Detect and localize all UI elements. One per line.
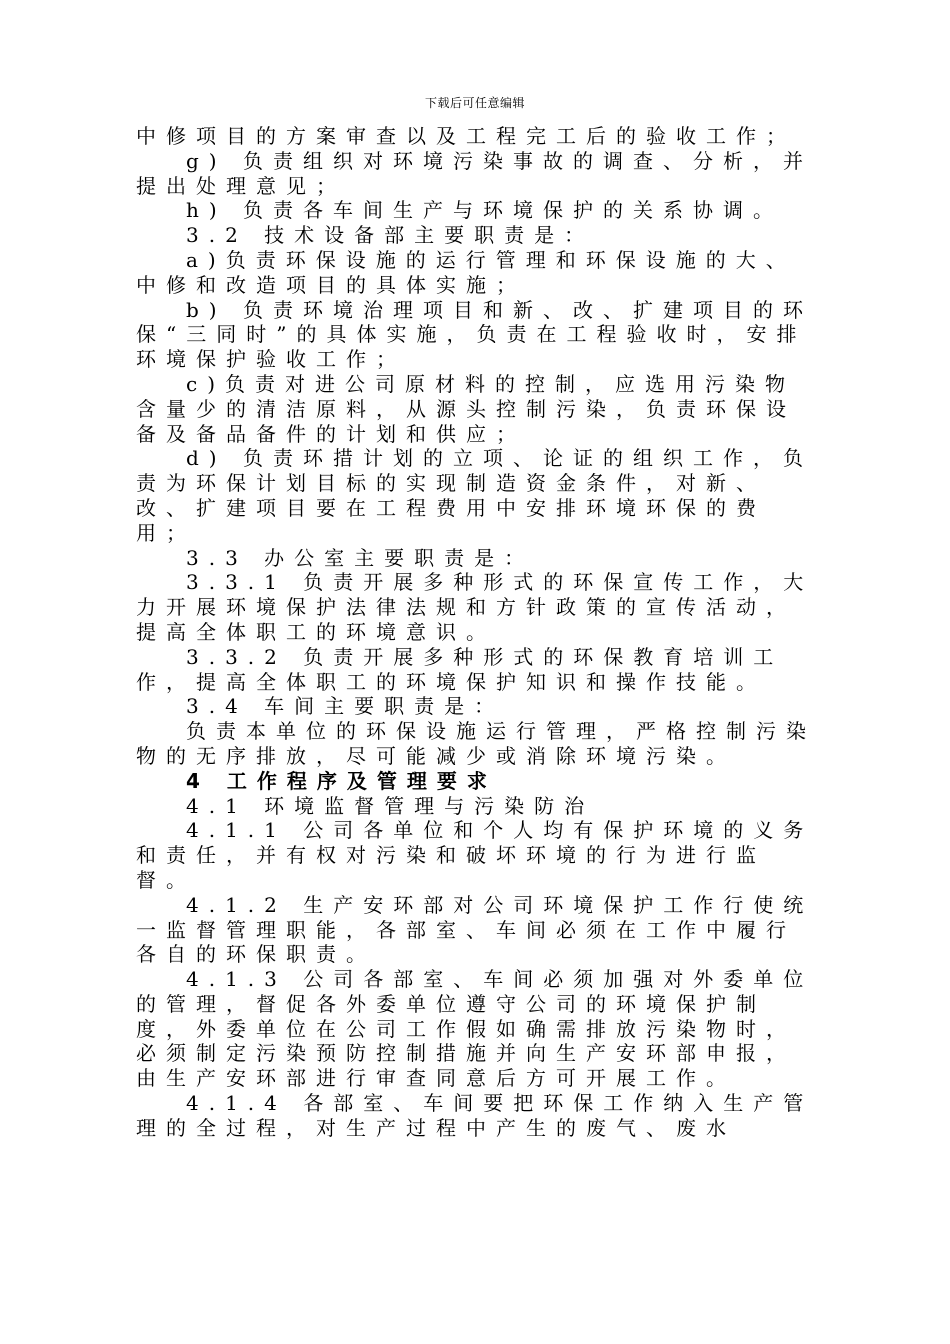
paragraph: b) 负责环境治理项目和新、改、扩建项目的环保“三同时”的具体实施，负责在工程验收时，安排环境保护验收工作； — [136, 297, 813, 372]
paragraph: d) 负责环措计划的立项、论证的组织工作，负责为环保计划目标的实现制造资金条件，对新、改、扩建项目要在工程费用中安排环境环保的费用； — [136, 446, 813, 545]
paragraph: 4.1.3 公司各部室、车间必须加强对外委单位的管理，督促各外委单位遵守公司的环境保护制度，外委单位在公司工作假如确需排放污染物时，必须制定污染预防控制措施并向生产安环部申报，由生产安环部进行审查同意后方可开展工作。 — [136, 967, 814, 1091]
document-body — [136, 124, 816, 1141]
paragraph: 3.3.1 负责开展多种形式的环保宣传工作，大力开展环境保护法律法规和方针政策的宣传活动，提高全体职工的环境意识。 — [136, 570, 814, 644]
paragraph: a)负责环保设施的运行管理和环保设施的大、中修和改造项目的具体实施； — [136, 247, 796, 297]
section-heading: 4.1 环境监督管理与污染防治 — [186, 793, 595, 818]
section-heading: 3.3 办公室主要职责是： — [186, 545, 535, 570]
page-header: 下载后可任意编辑 — [424, 96, 525, 110]
paragraph: 中修项目的方案审查以及工程完工后的验收工作； — [136, 124, 796, 148]
chapter-heading: 4 工作程序及管理要求 — [186, 768, 497, 793]
paragraph: c)负责对进公司原材料的控制，应选用污染物含量少的清洁原料，从源头控制污染，负责环保设备及备品备件的计划和供应； — [136, 371, 796, 446]
paragraph: h) 负责各车间生产与环境保护的关系协调。 — [186, 198, 784, 223]
section-heading: 3.2 技术设备部主要职责是： — [186, 223, 595, 248]
paragraph: 4.1.2 生产安环部对公司环境保护工作行使统一监督管理职能，各部室、车间必须在工作中履行各自的环保职责。 — [136, 892, 814, 967]
paragraph: 3.3.2 负责开展多种形式的环保教育培训工作，提高全体职工的环境保护知识和操作技能。 — [136, 644, 784, 694]
section-heading: 3.4 车间主要职责是： — [186, 694, 505, 719]
paragraph: g) 负责组织对环境污染事故的调查、分析，并提出处理意见； — [136, 148, 813, 198]
paragraph: 4.1.1 公司各单位和个人均有保护环境的义务和责任，并有权对污染和破坏环境的行为进行监督。 — [136, 818, 814, 892]
paragraph: 4.1.4 各部室、车间要把环保工作纳入生产管理的全过程，对生产过程中产生的废气、废水 — [136, 1091, 814, 1140]
paragraph: 负责本单位的环保设施运行管理，严格控制污染物的无序排放，尽可能减少或消除环境污染。 — [136, 719, 816, 768]
